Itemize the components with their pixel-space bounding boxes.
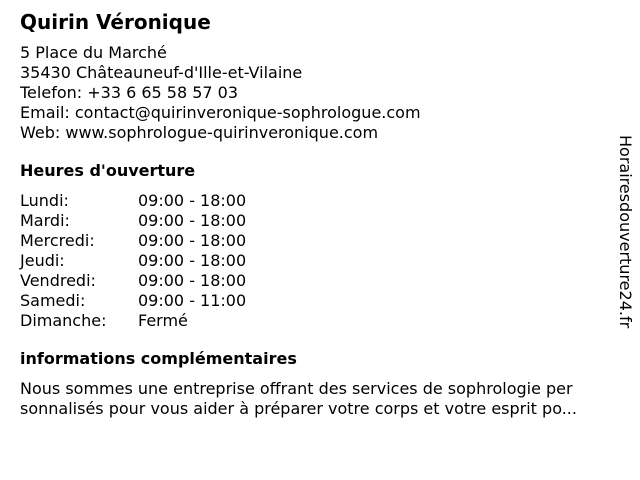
hours-row-thursday <box>20 251 620 271</box>
time-value: 09:00 - 18:00 <box>138 271 247 290</box>
hours-row-saturday <box>20 291 620 311</box>
hours-heading: Heures d'ouverture <box>20 161 196 180</box>
info-heading: informations complémentaires <box>20 349 297 368</box>
time-value: 09:00 - 18:00 <box>138 211 247 230</box>
hours-row-friday <box>20 271 620 291</box>
info-description <box>20 379 632 419</box>
business-card <box>20 10 620 419</box>
time-value: 09:00 - 11:00 <box>138 291 247 310</box>
web-line: Web: www.sophrologue-quirinveronique.com <box>20 123 379 142</box>
hours-row-tuesday <box>20 211 620 231</box>
address-city: 35430 Châteauneuf-d'Ille-et-Vilaine <box>20 63 303 82</box>
address-street: 5 Place du Marché <box>20 43 167 62</box>
business-name: Quirin Véronique <box>20 10 211 34</box>
day-label: Mardi: <box>20 211 70 230</box>
time-value: 09:00 - 18:00 <box>138 231 247 250</box>
hours-table <box>20 191 620 331</box>
time-value: Fermé <box>138 311 188 330</box>
site-watermark: Horairesdouverture24.fr <box>616 135 635 329</box>
day-label: Lundi: <box>20 191 69 210</box>
time-value: 09:00 - 18:00 <box>138 191 247 210</box>
day-label: Mercredi: <box>20 231 95 250</box>
hours-row-wednesday <box>20 231 620 251</box>
email-line: Email: contact@quirinveronique-sophrologue.com <box>20 103 421 122</box>
description-line: sonnalisés pour vous aider à préparer votre corps et votre esprit po... <box>20 399 577 418</box>
phone-line: Telefon: +33 6 65 58 57 03 <box>20 83 239 102</box>
day-label: Samedi: <box>20 291 86 310</box>
day-label: Dimanche: <box>20 311 107 330</box>
day-label: Vendredi: <box>20 271 96 290</box>
hours-row-monday <box>20 191 620 211</box>
description-line: Nous sommes une entreprise offrant des services de sophrologie per <box>20 379 573 398</box>
day-label: Jeudi: <box>20 251 65 270</box>
time-value: 09:00 - 18:00 <box>138 251 247 270</box>
hours-row-sunday <box>20 311 620 331</box>
